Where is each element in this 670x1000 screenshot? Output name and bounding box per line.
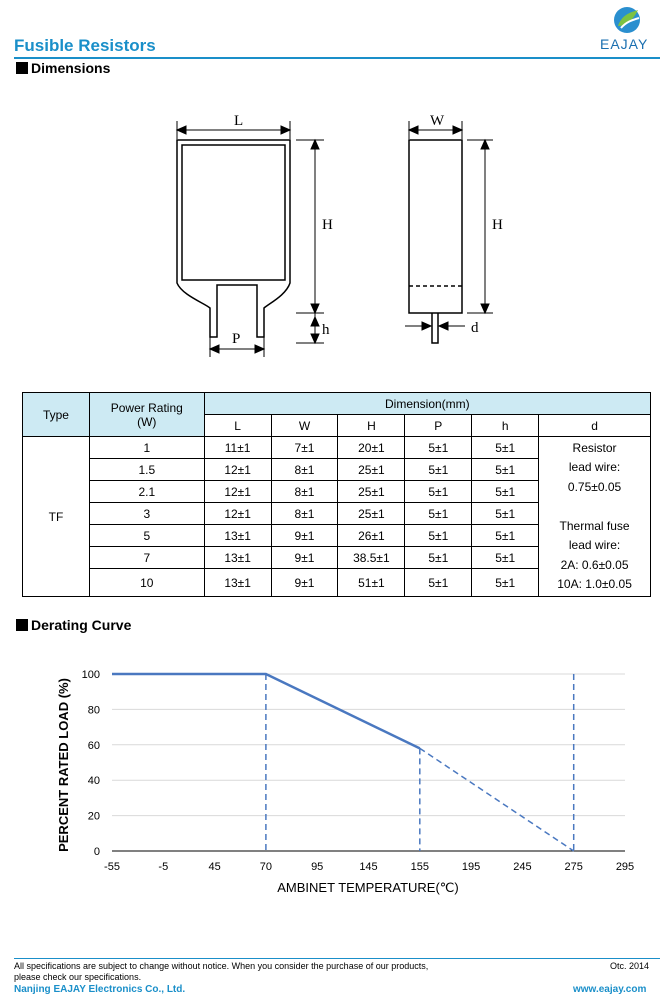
dim-label-h: h [322, 322, 330, 338]
cell-h: 5±1 [472, 459, 539, 481]
power-cell: 1.5 [89, 459, 204, 481]
y-tick-label: 0 [93, 846, 100, 858]
dim-label-L: L [234, 113, 244, 129]
cell-H: 25±1 [338, 459, 405, 481]
type-header: Type [23, 393, 90, 437]
cell-L: 13±1 [204, 569, 271, 597]
square-bullet-icon [16, 62, 28, 74]
dimensions-heading [16, 60, 110, 76]
power-cell: 10 [89, 569, 204, 597]
cell-W: 8±1 [271, 459, 338, 481]
cell-h: 5±1 [472, 481, 539, 503]
cell-P: 5±1 [405, 569, 472, 597]
dim-label-P: P [232, 331, 241, 347]
cell-W: 9±1 [271, 569, 338, 597]
power-cell: 5 [89, 525, 204, 547]
cell-W: 9±1 [271, 525, 338, 547]
cell-L: 12±1 [204, 503, 271, 525]
power-cell: 1 [89, 437, 204, 459]
cell-P: 5±1 [405, 481, 472, 503]
extension-line [420, 748, 574, 851]
y-tick-label: 80 [87, 704, 100, 717]
derating-heading-label: Derating Curve [31, 617, 132, 633]
cell-h: 5±1 [472, 547, 539, 569]
dimensions-table [22, 392, 651, 597]
footer-date: Otc. 2014 [610, 961, 650, 971]
y-tick-label: 100 [81, 669, 100, 681]
x-tick-label: 275 [564, 861, 583, 873]
cell-P: 5±1 [405, 437, 472, 459]
col-header-H: H [338, 415, 405, 437]
type-cell: TF [23, 437, 90, 597]
cell-H: 51±1 [338, 569, 405, 597]
col-header-P: P [405, 415, 472, 437]
col-header-d: d [539, 415, 651, 437]
footer-company: Nanjing EAJAY Electronics Co., Ltd. [14, 984, 186, 995]
cell-h: 5±1 [472, 503, 539, 525]
cell-P: 5±1 [405, 547, 472, 569]
dim-label-H2: H [492, 217, 503, 233]
footer-notice-1: All specifications are subject to change without notice. When you consider the purchase of our products, [14, 961, 429, 971]
footer-website[interactable]: www.eajay.com [573, 984, 647, 995]
derating-heading [16, 617, 131, 633]
cell-h: 5±1 [472, 437, 539, 459]
logo-text: EAJAY [600, 36, 649, 52]
page-title: Fusible Resistors [14, 36, 156, 55]
dimensions-heading-label: Dimensions [31, 60, 111, 76]
power-cell: 2.1 [89, 481, 204, 503]
cell-W: 9±1 [271, 547, 338, 569]
cell-L: 11±1 [204, 437, 271, 459]
col-header-L: L [204, 415, 271, 437]
cell-P: 5±1 [405, 503, 472, 525]
x-tick-label: 195 [461, 861, 481, 873]
cell-L: 13±1 [204, 525, 271, 547]
footer-notice-2: please check our specifications. [14, 972, 142, 982]
y-tick-label: 60 [87, 739, 100, 752]
derating-chart [0, 640, 670, 910]
cell-H: 20±1 [338, 437, 405, 459]
eajay-logo-icon [612, 4, 642, 36]
d-cell: Resistor lead wire: 0.75±0.05 Thermal fuse lead wire: 2A: 0.6±0.05 10A: 1.0±0.05 [539, 437, 651, 597]
x-tick-label: 145 [359, 861, 378, 873]
power-cell: 3 [89, 503, 204, 525]
cell-H: 38.5±1 [338, 547, 405, 569]
x-axis-label: AMBINET TEMPERATURE(℃) [277, 880, 459, 895]
dim-label-d: d [471, 320, 479, 336]
front-view-drawing [160, 105, 340, 365]
power-header: Power Rating (W) [89, 393, 204, 437]
cell-H: 25±1 [338, 503, 405, 525]
table-row [23, 437, 651, 459]
cell-L: 13±1 [204, 547, 271, 569]
cell-L: 12±1 [204, 459, 271, 481]
dim-label-W: W [430, 113, 445, 129]
col-header-W: W [271, 415, 338, 437]
cell-H: 25±1 [338, 481, 405, 503]
dimension-header: Dimension(mm) [204, 393, 650, 415]
cell-L: 12±1 [204, 481, 271, 503]
cell-h: 5±1 [472, 525, 539, 547]
x-tick-label: 155 [410, 861, 429, 873]
footer-divider [14, 958, 660, 959]
x-tick-label: 45 [208, 861, 221, 873]
cell-W: 8±1 [271, 481, 338, 503]
cell-W: 7±1 [271, 437, 338, 459]
y-axis-label: PERCENT RATED LOAD (%) [56, 678, 71, 852]
dim-label-H: H [322, 217, 333, 233]
cell-W: 8±1 [271, 503, 338, 525]
cell-h: 5±1 [472, 569, 539, 597]
x-tick-label: 95 [311, 861, 324, 873]
y-tick-label: 20 [87, 810, 100, 823]
x-tick-label: 295 [615, 861, 635, 873]
x-tick-label: -5 [158, 861, 169, 873]
x-tick-label: 70 [259, 861, 273, 873]
x-tick-label: 245 [513, 861, 532, 873]
x-tick-label: -55 [104, 861, 120, 873]
title-divider [14, 57, 660, 59]
cell-H: 26±1 [338, 525, 405, 547]
y-tick-label: 40 [87, 775, 100, 788]
col-header-h: h [472, 415, 539, 437]
cell-P: 5±1 [405, 525, 472, 547]
cell-P: 5±1 [405, 459, 472, 481]
side-view-drawing [395, 105, 515, 355]
power-cell: 7 [89, 547, 204, 569]
square-bullet-icon [16, 619, 28, 631]
